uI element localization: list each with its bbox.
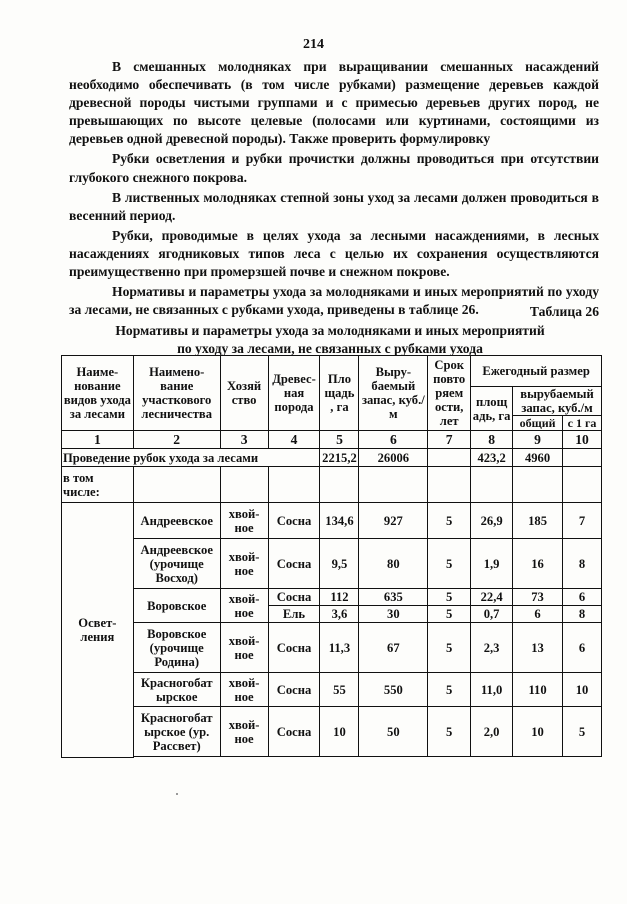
- period-cell: 5: [428, 503, 471, 539]
- annual-area-cell: 1,9: [471, 539, 513, 589]
- column-number: 5: [320, 431, 359, 449]
- header-care-type: Наиме-нование видов ухода за лесами: [62, 356, 134, 431]
- annual-area-cell: 22,4: [471, 589, 513, 606]
- column-number: 4: [268, 431, 320, 449]
- per-ha-cell: 5: [563, 707, 602, 757]
- scan-speck: [176, 793, 178, 795]
- per-ha-cell: 6: [563, 623, 602, 673]
- paragraph: В смешанных молодняках при выращивании смешанных насаждений необходимо обеспечивать (в том числе рубками) размещение деревьев каждой древесной породы чистыми группами и с примесью деревьев других пород, не превышающих по высоте целевые (полосами или куртинами, состоящими из деревьев одной древесной породы). Также проверить формулировку: [69, 59, 599, 147]
- header-annual-harvest: вырубаемый запас, куб./м: [513, 387, 602, 416]
- per-ha-cell: 6: [563, 589, 602, 606]
- paragraph: Рубки, проводимые в целях ухода за лесными насаждениями, в лесных насаждениях ягодниковых типов леса с целью их сохранения осуществляются преимущественно при промерзшей почве и снежном покрове.: [69, 227, 599, 280]
- header-period: Срок повто ряем ости, лет: [428, 356, 471, 431]
- area-cell: 9,5: [320, 539, 359, 589]
- area-cell: 3,6: [320, 606, 359, 623]
- annual-total-cell: 6: [513, 606, 563, 623]
- header-volume: Выру-баемый запас, куб./м: [359, 356, 428, 431]
- column-number: 3: [220, 431, 268, 449]
- annual-total-cell: 73: [513, 589, 563, 606]
- species-cell: Сосна: [268, 589, 320, 606]
- period-cell: 5: [428, 673, 471, 707]
- volume-cell: 550: [359, 673, 428, 707]
- forestry-cell: Андреевское (урочище Восход): [133, 539, 220, 589]
- table-title-line: по уходу за лесами, не связанных с рубками ухода: [177, 341, 483, 356]
- area-cell: 134,6: [320, 503, 359, 539]
- summary-volume: 26006: [359, 449, 428, 467]
- forestry-cell: Красногобат ырское: [133, 673, 220, 707]
- farm-cell: хвой-ное: [220, 707, 268, 757]
- period-cell: 5: [428, 707, 471, 757]
- farm-cell: хвой-ное: [220, 503, 268, 539]
- header-species: Древес-ная порода: [268, 356, 320, 431]
- column-number: 8: [471, 431, 513, 449]
- farm-cell: хвой-ное: [220, 539, 268, 589]
- table-row: [62, 589, 602, 606]
- summary-label: Проведение рубок ухода за лесами: [62, 449, 320, 467]
- annual-area-cell: 26,9: [471, 503, 513, 539]
- farm-cell: хвой-ное: [220, 623, 268, 673]
- period-cell: 5: [428, 623, 471, 673]
- page-number: 214: [303, 37, 324, 52]
- header-annual: Ежегодный размер: [471, 356, 602, 387]
- per-ha-cell: 8: [563, 606, 602, 623]
- header-farm: Хозяй ство: [220, 356, 268, 431]
- per-ha-cell: 7: [563, 503, 602, 539]
- table-row: [62, 673, 602, 707]
- annual-total-cell: 16: [513, 539, 563, 589]
- header-forestry: Наимено-вание участкового лесничества: [133, 356, 220, 431]
- column-number: 9: [513, 431, 563, 449]
- paragraph: В лиственных молодняках степной зоны уход за лесами должен проводиться в весенний период.: [69, 189, 599, 223]
- table-title: [60, 322, 600, 358]
- period-cell: 5: [428, 539, 471, 589]
- summary-annual-total: 4960: [513, 449, 563, 467]
- annual-area-cell: 2,0: [471, 707, 513, 757]
- table-row: [62, 707, 602, 757]
- summary-annual-area: 423,2: [471, 449, 513, 467]
- table-row: [62, 503, 602, 539]
- column-number: 2: [133, 431, 220, 449]
- farm-cell: хвой-ное: [220, 589, 268, 623]
- table-row: [62, 539, 602, 589]
- column-number: 6: [359, 431, 428, 449]
- column-number: 7: [428, 431, 471, 449]
- forestry-cell: Андреевское: [133, 503, 220, 539]
- annual-total-cell: 13: [513, 623, 563, 673]
- table-caption: Таблица 26: [529, 304, 599, 319]
- volume-cell: 635: [359, 589, 428, 606]
- per-ha-cell: 10: [563, 673, 602, 707]
- area-cell: 112: [320, 589, 359, 606]
- farm-cell: хвой-ное: [220, 673, 268, 707]
- header-area: Пло щадь , га: [320, 356, 359, 431]
- area-cell: 11,3: [320, 623, 359, 673]
- forestry-cell: Красногобат ырское (ур. Рассвет): [133, 707, 220, 757]
- annual-area-cell: 2,3: [471, 623, 513, 673]
- summary-row: [62, 449, 602, 467]
- table-title-line: Нормативы и параметры ухода за молодняками и иных мероприятий: [115, 323, 545, 338]
- species-cell: Сосна: [268, 503, 320, 539]
- column-number: 10: [563, 431, 602, 449]
- species-cell: Ель: [268, 606, 320, 623]
- paragraph: Нормативы и параметры ухода за молодняками и иных мероприятий по уходу за лесами, не связанных с рубками ухода, приведены в таблице 26.: [69, 284, 599, 318]
- forestry-cell: Воровское (урочище Родина): [133, 623, 220, 673]
- annual-total-cell: 110: [513, 673, 563, 707]
- volume-cell: 80: [359, 539, 428, 589]
- annual-area-cell: 0,7: [471, 606, 513, 623]
- including-row: [62, 467, 602, 503]
- norms-table: [61, 355, 602, 758]
- forestry-cell: Воровское: [133, 589, 220, 623]
- paragraph: Рубки осветления и рубки прочистки должны проводиться при отсутствии глубокого снежного покрова.: [69, 151, 599, 185]
- body-text: [69, 58, 599, 321]
- area-cell: 10: [320, 707, 359, 757]
- volume-cell: 30: [359, 606, 428, 623]
- volume-cell: 50: [359, 707, 428, 757]
- annual-area-cell: 11,0: [471, 673, 513, 707]
- header-annual-area: площ адь, га: [471, 387, 513, 431]
- volume-cell: 67: [359, 623, 428, 673]
- including-label: в том числе:: [62, 467, 134, 503]
- species-cell: Сосна: [268, 539, 320, 589]
- annual-total-cell: 185: [513, 503, 563, 539]
- species-cell: Сосна: [268, 673, 320, 707]
- per-ha-cell: 8: [563, 539, 602, 589]
- annual-total-cell: 10: [513, 707, 563, 757]
- area-cell: 55: [320, 673, 359, 707]
- period-cell: 5: [428, 606, 471, 623]
- volume-cell: 927: [359, 503, 428, 539]
- table-row: [62, 623, 602, 673]
- summary-area: 2215,2: [320, 449, 359, 467]
- column-number: 1: [62, 431, 134, 449]
- species-cell: Сосна: [268, 707, 320, 757]
- column-number-row: [62, 431, 602, 449]
- care-type-cell: Освет-ления: [62, 503, 134, 758]
- header-per-ha: с 1 га: [563, 416, 602, 431]
- species-cell: Сосна: [268, 623, 320, 673]
- period-cell: 5: [428, 589, 471, 606]
- header-total: общий: [513, 416, 563, 431]
